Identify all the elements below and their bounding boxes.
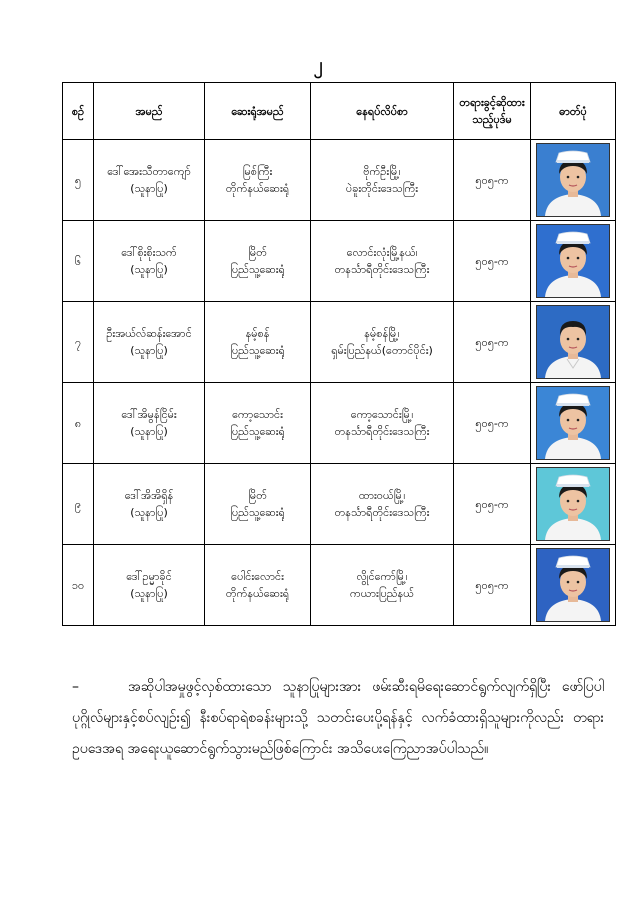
person-name-cell xyxy=(94,383,205,464)
address-line-1: ဗိုက်ဦးမြို့၊ xyxy=(363,165,401,178)
person-name-cell xyxy=(94,545,205,626)
address-line-1: ထားဝယ်မြို့၊ xyxy=(358,489,406,502)
table-row xyxy=(63,221,616,302)
male-portrait-icon xyxy=(536,305,610,379)
person-name: ဦးအယ်လ်ဆန်းအောင် xyxy=(106,327,192,340)
table-row xyxy=(63,464,616,545)
header-no: စဉ် xyxy=(63,83,94,140)
row-number: ၆ xyxy=(63,221,94,302)
license-cell: ၅၀၅-က xyxy=(454,302,531,383)
wanted-nurses-table xyxy=(62,82,616,626)
person-role: (သူနာပြု) xyxy=(130,587,168,600)
row-number: ၅ xyxy=(63,140,94,221)
person-name-cell xyxy=(94,464,205,545)
row-number: ၉ xyxy=(63,464,94,545)
header-clinic: ဆေးရုံအမည် xyxy=(205,83,311,140)
table-row xyxy=(63,383,616,464)
clinic-line-2: ပြည်သူ့ဆေးရုံ xyxy=(230,263,285,276)
address-cell xyxy=(311,383,454,464)
nurse-portrait-icon xyxy=(536,548,610,622)
page-number: ၂ xyxy=(313,54,323,75)
person-role: (သူနာပြု) xyxy=(130,506,168,519)
person-name: ဒေါ်အေးသီတာကျော် xyxy=(107,165,191,178)
address-line-1: နမ့်စန်မြို့၊ xyxy=(364,327,400,340)
nurse-portrait-icon xyxy=(536,467,610,541)
header-address: နေရပ်လိပ်စာ xyxy=(311,83,454,140)
clinic-line-1: နမ့်စန် xyxy=(245,327,270,340)
clinic-cell xyxy=(205,464,311,545)
clinic-line-2: တိုက်နယ်ဆေးရုံ xyxy=(225,182,290,195)
photo-cell xyxy=(531,221,616,302)
clinic-cell xyxy=(205,140,311,221)
address-cell xyxy=(311,464,454,545)
row-number: ၁၀ xyxy=(63,545,94,626)
table-row xyxy=(63,140,616,221)
license-cell: ၅၀၅-က xyxy=(454,464,531,545)
person-role: (သူနာပြု) xyxy=(130,263,168,276)
clinic-line-1: ပေါင်းလောင်း xyxy=(231,570,284,583)
nurse-portrait-icon xyxy=(536,224,610,298)
person-name-cell xyxy=(94,221,205,302)
address-line-2: တနင်္သာရီတိုင်းဒေသကြီး xyxy=(334,506,430,519)
row-number: ၈ xyxy=(63,383,94,464)
person-role: (သူနာပြု) xyxy=(130,182,168,195)
license-cell: ၅၀၅-က xyxy=(454,383,531,464)
header-name: အမည် xyxy=(94,83,205,140)
person-name: ဒေါ်အိအိရှိန် xyxy=(124,489,174,502)
table-header xyxy=(63,83,616,140)
note-dash: – xyxy=(72,679,79,695)
table-row xyxy=(63,545,616,626)
address-cell xyxy=(311,221,454,302)
license-cell: ၅၀၅-က xyxy=(454,140,531,221)
person-name: ဒေါ်အိမွန်ငြိမ်း xyxy=(121,408,177,421)
header-license: တရားခွင့်ဆိုထား သည့်ပုဒ်မ xyxy=(454,83,531,140)
clinic-cell xyxy=(205,545,311,626)
photo-cell xyxy=(531,302,616,383)
address-line-2: တနင်္သာရီတိုင်းဒေသကြီး xyxy=(334,263,430,276)
address-cell xyxy=(311,140,454,221)
address-line-1: ကော့သောင်းမြို့၊ xyxy=(350,408,414,421)
address-line-2: တနင်္သာရီတိုင်းဒေသကြီး xyxy=(334,425,430,438)
clinic-line-2: ပြည်သူ့ဆေးရုံ xyxy=(230,344,285,357)
clinic-line-1: ကော့သောင်း xyxy=(232,408,283,421)
photo-cell xyxy=(531,545,616,626)
clinic-cell xyxy=(205,302,311,383)
license-cell: ၅၀၅-က xyxy=(454,545,531,626)
photo-cell xyxy=(531,140,616,221)
header-photo: ဓာတ်ပုံ xyxy=(531,83,616,140)
clinic-line-1: မြိတ် xyxy=(248,246,267,259)
clinic-line-2: ပြည်သူ့ဆေးရုံ xyxy=(230,506,285,519)
photo-cell xyxy=(531,464,616,545)
address-line-1: လောင်းလုံးမြို့နယ်၊ xyxy=(346,246,418,259)
nurse-portrait-icon xyxy=(536,386,610,460)
address-line-1: လွိုင်ကော်မြို့၊ xyxy=(356,570,408,583)
clinic-cell xyxy=(205,221,311,302)
address-cell xyxy=(311,302,454,383)
clinic-line-2: တိုက်နယ်ဆေးရုံ xyxy=(225,587,290,600)
address-cell xyxy=(311,545,454,626)
person-role: (သူနာပြု) xyxy=(130,344,168,357)
table-row xyxy=(63,302,616,383)
address-line-2: ပဲခူးတိုင်းဒေသကြီး xyxy=(345,182,419,195)
row-number: ၇ xyxy=(63,302,94,383)
person-role: (သူနာပြု) xyxy=(130,425,168,438)
note-text: အဆိုပါအမှုဖွင့်လှစ်ထားသော သူနာပြုများအား ဖမ်းဆီးရမိရေးဆောင်ရွက်လျက်ရှိပြီး ဖော်ပြပါပုဂ္ဂိုလ်များနှင့်စပ်လျဉ်း၍ နီးစပ်ရာရဲစခန်းများသို့ သတင်းပေးပို့ရန်နှင့် လက်ခံထားရှိသူများကိုလည်း တရားဥပဒေအရ အရေးယူဆောင်ရွက်သွားမည်ဖြစ်ကြောင်း အသိပေးကြေညာအပ်ပါသည်။ xyxy=(72,679,604,757)
license-cell: ၅၀၅-က xyxy=(454,221,531,302)
nurse-portrait-icon xyxy=(536,143,610,217)
person-name-cell xyxy=(94,302,205,383)
clinic-line-2: ပြည်သူ့ဆေးရုံ xyxy=(230,425,285,438)
announcement-paragraph xyxy=(72,672,604,765)
clinic-line-1: မြစ်ကြီး xyxy=(242,165,273,178)
person-name-cell xyxy=(94,140,205,221)
clinic-cell xyxy=(205,383,311,464)
photo-cell xyxy=(531,383,616,464)
table-body xyxy=(63,140,616,626)
person-name: ဒေါ်စိုးစိုးသက် xyxy=(121,246,177,259)
person-name: ဒေါ်ဥမ္မာခိုင် xyxy=(126,570,172,583)
address-line-2: ကယားပြည်နယ် xyxy=(350,587,414,600)
address-line-2: ရှမ်းပြည်နယ်(တောင်ပိုင်း) xyxy=(331,344,433,357)
clinic-line-1: မြိတ် xyxy=(248,489,267,502)
